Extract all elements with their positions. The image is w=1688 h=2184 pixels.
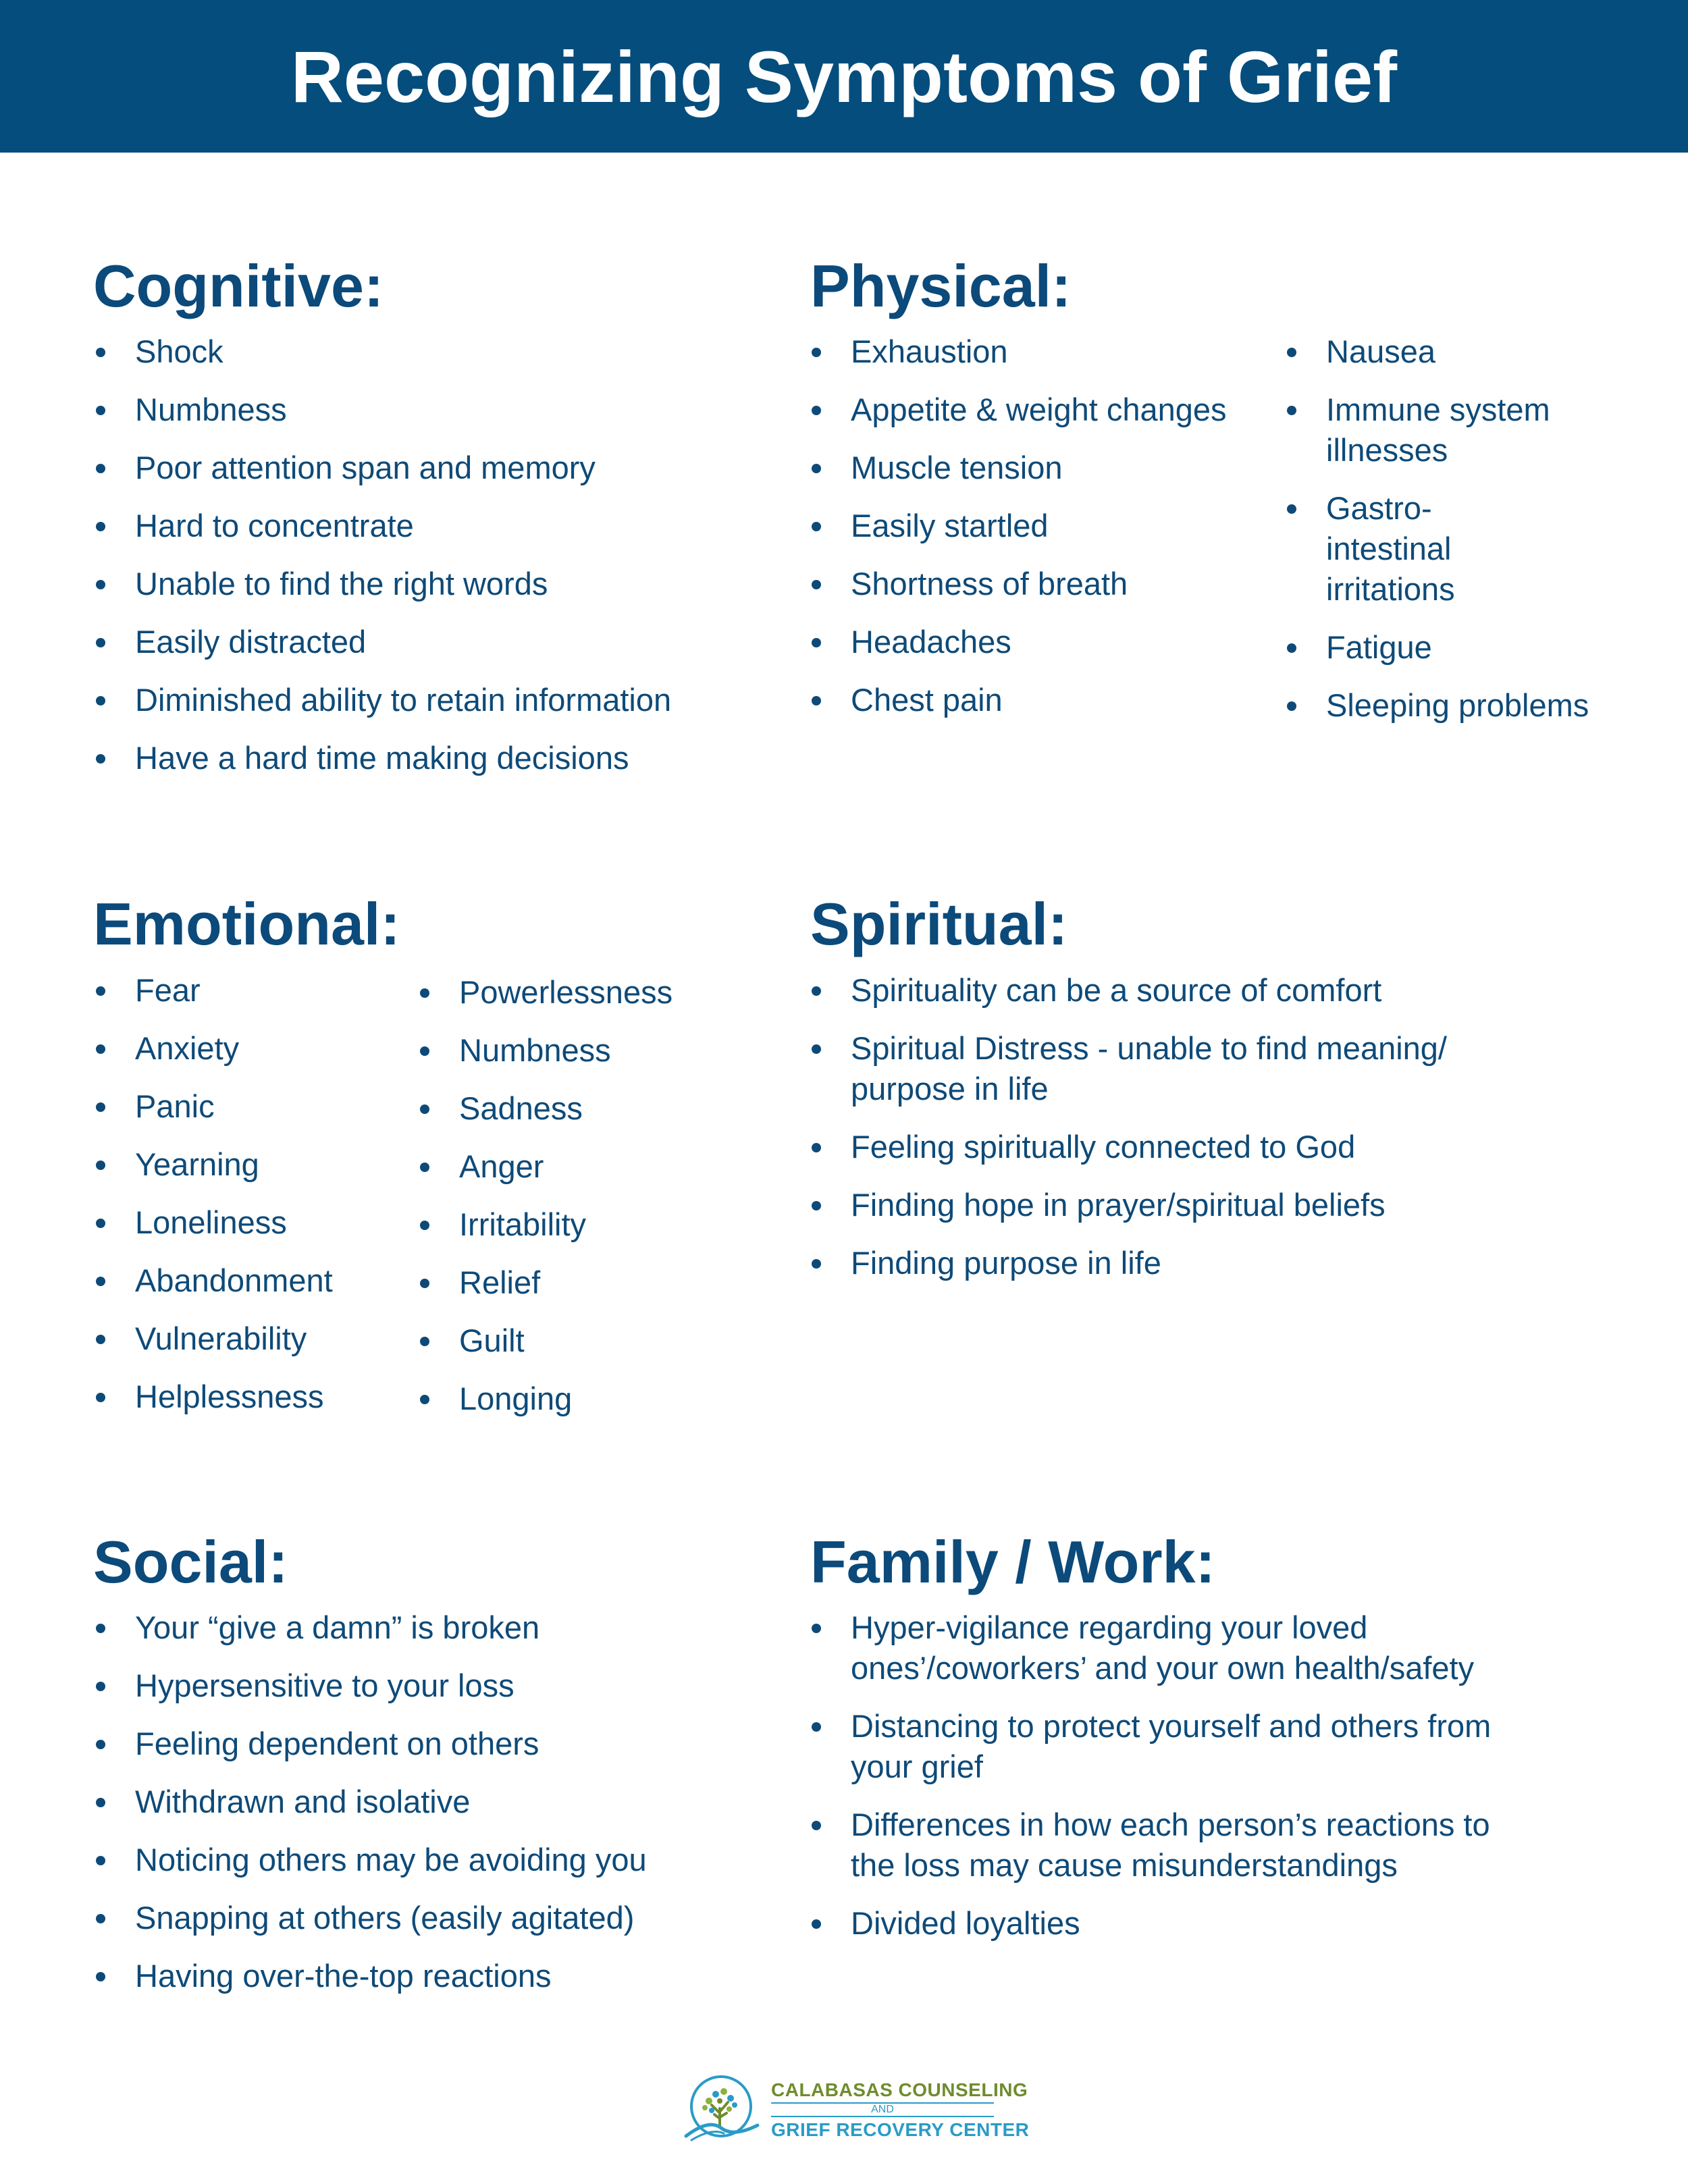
list-item: Appetite & weight changes (810, 390, 1283, 430)
social-list (95, 1607, 770, 2014)
list-item: Gastro-intestinal irritations (1286, 488, 1556, 610)
logo-and: AND (771, 2102, 994, 2117)
cognitive-list (95, 331, 770, 796)
list-item: Easily startled (810, 506, 1283, 546)
list-item: Have a hard time making decisions (95, 738, 770, 778)
emotional-list-col2 (419, 972, 756, 1437)
cognitive-section (93, 252, 768, 319)
list-item: Feeling spiritually connected to God (810, 1127, 1485, 1167)
list-item: Noticing others may be avoiding you (95, 1840, 770, 1880)
list-item: Withdrawn and isolative (95, 1782, 770, 1822)
list-item: Unable to find the right words (95, 564, 770, 604)
list-item: Vulnerability (95, 1319, 419, 1359)
list-item: Differences in how each person’s reactions to the loss may cause misunderstandings (810, 1805, 1499, 1886)
list-item: Helplessness (95, 1377, 419, 1417)
list-item: Sadness (419, 1088, 756, 1129)
list-item: Hyper-vigilance regarding your loved ones’/coworkers’ and your own health/safety (810, 1607, 1533, 1688)
list-item: Your “give a damn” is broken (95, 1607, 770, 1648)
list-item: Numbness (95, 390, 770, 430)
list-item: Headaches (810, 622, 1283, 662)
physical-heading: Physical: (810, 252, 1072, 319)
tree-logo-icon (682, 2071, 763, 2146)
emotional-list-col1 (95, 970, 419, 1435)
list-item: Yearning (95, 1144, 419, 1185)
emotional-section (93, 890, 768, 957)
list-item: Nausea (1286, 331, 1623, 372)
family-work-heading: Family / Work: (810, 1528, 1215, 1595)
physical-section (810, 252, 1620, 319)
list-item: Anxiety (95, 1028, 419, 1069)
emotional-heading: Emotional: (93, 890, 400, 957)
spiritual-heading: Spiritual: (810, 890, 1068, 957)
title-banner (0, 0, 1688, 153)
list-item: Muscle tension (810, 448, 1283, 488)
list-item: Relief (419, 1262, 756, 1303)
list-item: Irritability (419, 1204, 756, 1245)
cognitive-heading: Cognitive: (93, 252, 384, 319)
list-item: Anger (419, 1146, 756, 1187)
spiritual-list (810, 970, 1485, 1301)
list-item: Powerlessness (419, 972, 756, 1013)
list-item: Diminished ability to retain information (95, 680, 770, 720)
list-item: Numbness (419, 1030, 756, 1071)
page-title: Recognizing Symptoms of Grief (290, 35, 1398, 117)
list-item: Hard to concentrate (95, 506, 770, 546)
list-item: Poor attention span and memory (95, 448, 770, 488)
list-item: Easily distracted (95, 622, 770, 662)
physical-list-col1 (810, 331, 1283, 738)
list-item: Distancing to protect yourself and others from your grief (810, 1706, 1499, 1787)
list-item: Finding purpose in life (810, 1243, 1485, 1283)
logo-line2: GRIEF RECOVERY CENTER (771, 2119, 1030, 2140)
social-heading: Social: (93, 1528, 288, 1595)
list-item: Hypersensitive to your loss (95, 1666, 770, 1706)
calabasas-logo (682, 2071, 1030, 2146)
list-item: Abandonment (95, 1260, 419, 1301)
list-item: Fatigue (1286, 627, 1623, 668)
list-item: Chest pain (810, 680, 1283, 720)
list-item: Loneliness (95, 1202, 419, 1243)
list-item: Panic (95, 1086, 419, 1127)
list-item: Shortness of breath (810, 564, 1283, 604)
family-work-list (810, 1607, 1553, 1961)
list-item: Fear (95, 970, 419, 1011)
list-item: Feeling dependent on others (95, 1724, 770, 1764)
list-item: Guilt (419, 1321, 756, 1361)
list-item: Exhaustion (810, 331, 1283, 372)
family-work-section (810, 1528, 1620, 1595)
physical-list-col2 (1286, 331, 1623, 743)
list-item: Finding hope in prayer/spiritual beliefs (810, 1185, 1485, 1225)
social-section (93, 1528, 768, 1595)
list-item: Immune system illnesses (1286, 390, 1556, 471)
list-item: Spirituality can be a source of comfort (810, 970, 1485, 1011)
list-item: Sleeping problems (1286, 685, 1623, 726)
list-item: Shock (95, 331, 770, 372)
list-item: Spiritual Distress - unable to find meaning/ purpose in life (810, 1028, 1472, 1109)
spiritual-section (810, 890, 1620, 957)
list-item: Having over-the-top reactions (95, 1956, 770, 1996)
logo-line1: CALABASAS COUNSELING (771, 2079, 1028, 2100)
list-item: Longing (419, 1379, 756, 1419)
list-item: Snapping at others (easily agitated) (95, 1898, 770, 1938)
list-item: Divided loyalties (810, 1903, 1553, 1944)
